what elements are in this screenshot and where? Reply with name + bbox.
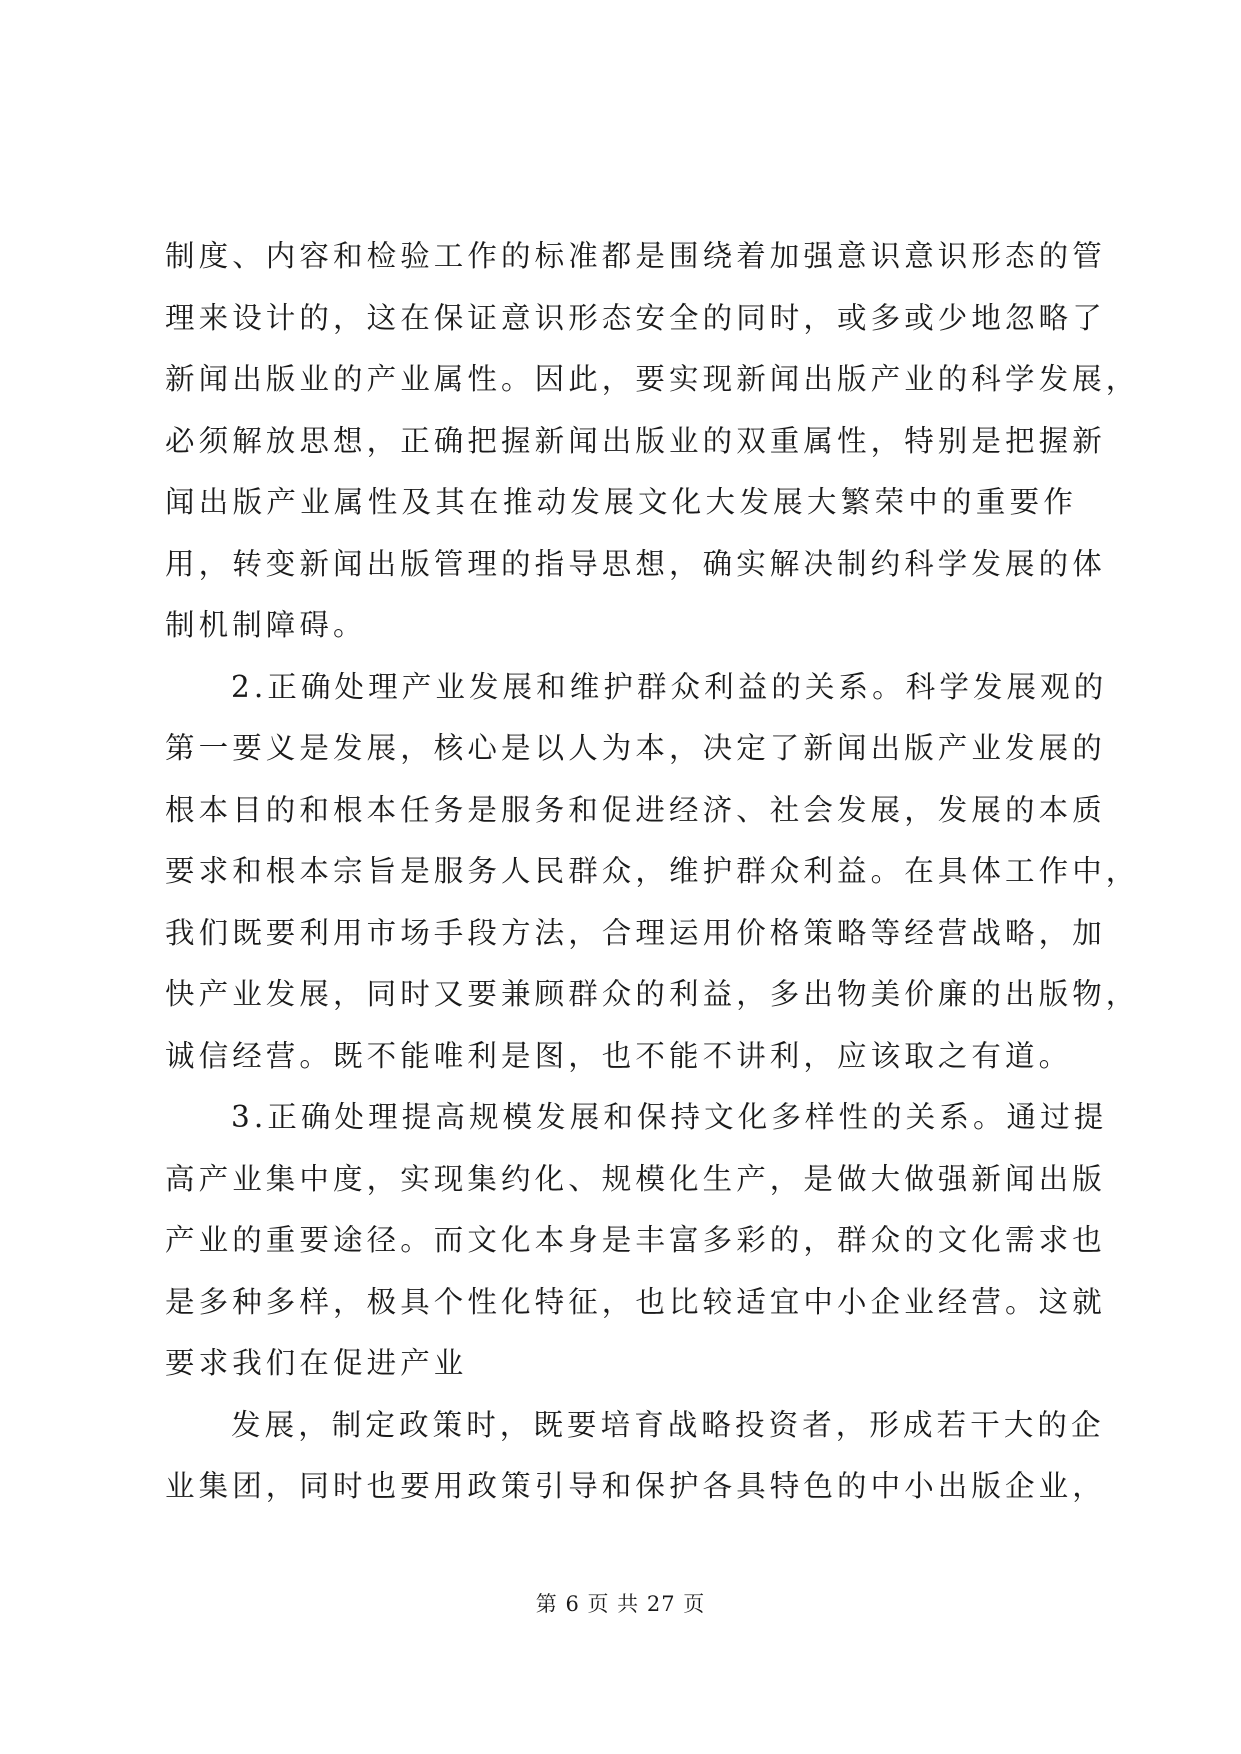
text-line: 必须解放思想，正确把握新闻出版业的双重属性，特别是把握新	[165, 423, 1106, 458]
text-line: 制机制障碍。	[165, 608, 367, 642]
text-line: 第一要义是发展，核心是以人为本，决定了新闻出版产业发展的	[165, 731, 1106, 765]
text-line: 闻出版产业属性及其在推动发展文化大发展大繁荣中的重要作	[165, 485, 1077, 519]
text-line: 快产业发展，同时又要兼顾群众的利益，多出物美价廉的出版物，	[165, 977, 1140, 1011]
text-line: 高产业集中度，实现集约化、规模化生产，是做大做强新闻出版	[165, 1161, 1106, 1196]
text-line: 产业的重要途径。而文化本身是丰富多彩的，群众的文化需求也	[165, 1223, 1106, 1257]
text-line: 诚信经营。既不能唯利是图，也不能不讲利，应该取之有道。	[165, 1038, 1073, 1073]
text-line: 要求我们在促进产业	[165, 1346, 468, 1380]
paragraph-start-line: 3.正确处理提高规模发展和保持文化多样性的关系。通过提	[231, 1100, 1108, 1134]
text-line: 我们既要利用市场手段方法，合理运用价格策略等经营战略，加	[165, 915, 1106, 950]
text-line: 新闻出版业的产业属性。因此，要实现新闻出版产业的科学发展，	[165, 362, 1140, 396]
text-line: 要求和根本宗旨是服务人民群众，维护群众利益。在具体工作中，	[165, 854, 1140, 888]
text-line: 理来设计的，这在保证意识形态安全的同时，或多或少地忽略了	[165, 300, 1106, 335]
text-line: 用，转变新闻出版管理的指导思想，确实解决制约科学发展的体	[165, 546, 1106, 581]
paragraph-start-line: 2.正确处理产业发展和维护群众利益的关系。科学发展观的	[231, 669, 1108, 704]
text-line: 业集团，同时也要用政策引导和保护各具特色的中小出版企业，	[165, 1469, 1106, 1503]
text-line: 是多种多样，极具个性化特征，也比较适宜中小企业经营。这就	[165, 1284, 1106, 1319]
text-line: 制度、内容和检验工作的标准都是围绕着加强意识意识形态的管	[165, 239, 1106, 273]
body-text	[165, 226, 1140, 1518]
text-line: 根本目的和根本任务是服务和促进经济、社会发展，发展的本质	[165, 792, 1106, 827]
page-number-footer: 第 6 页 共 27 页	[535, 1592, 706, 1616]
paragraph-start-line: 发展，制定政策时，既要培育战略投资者，形成若干大的企	[231, 1407, 1105, 1442]
